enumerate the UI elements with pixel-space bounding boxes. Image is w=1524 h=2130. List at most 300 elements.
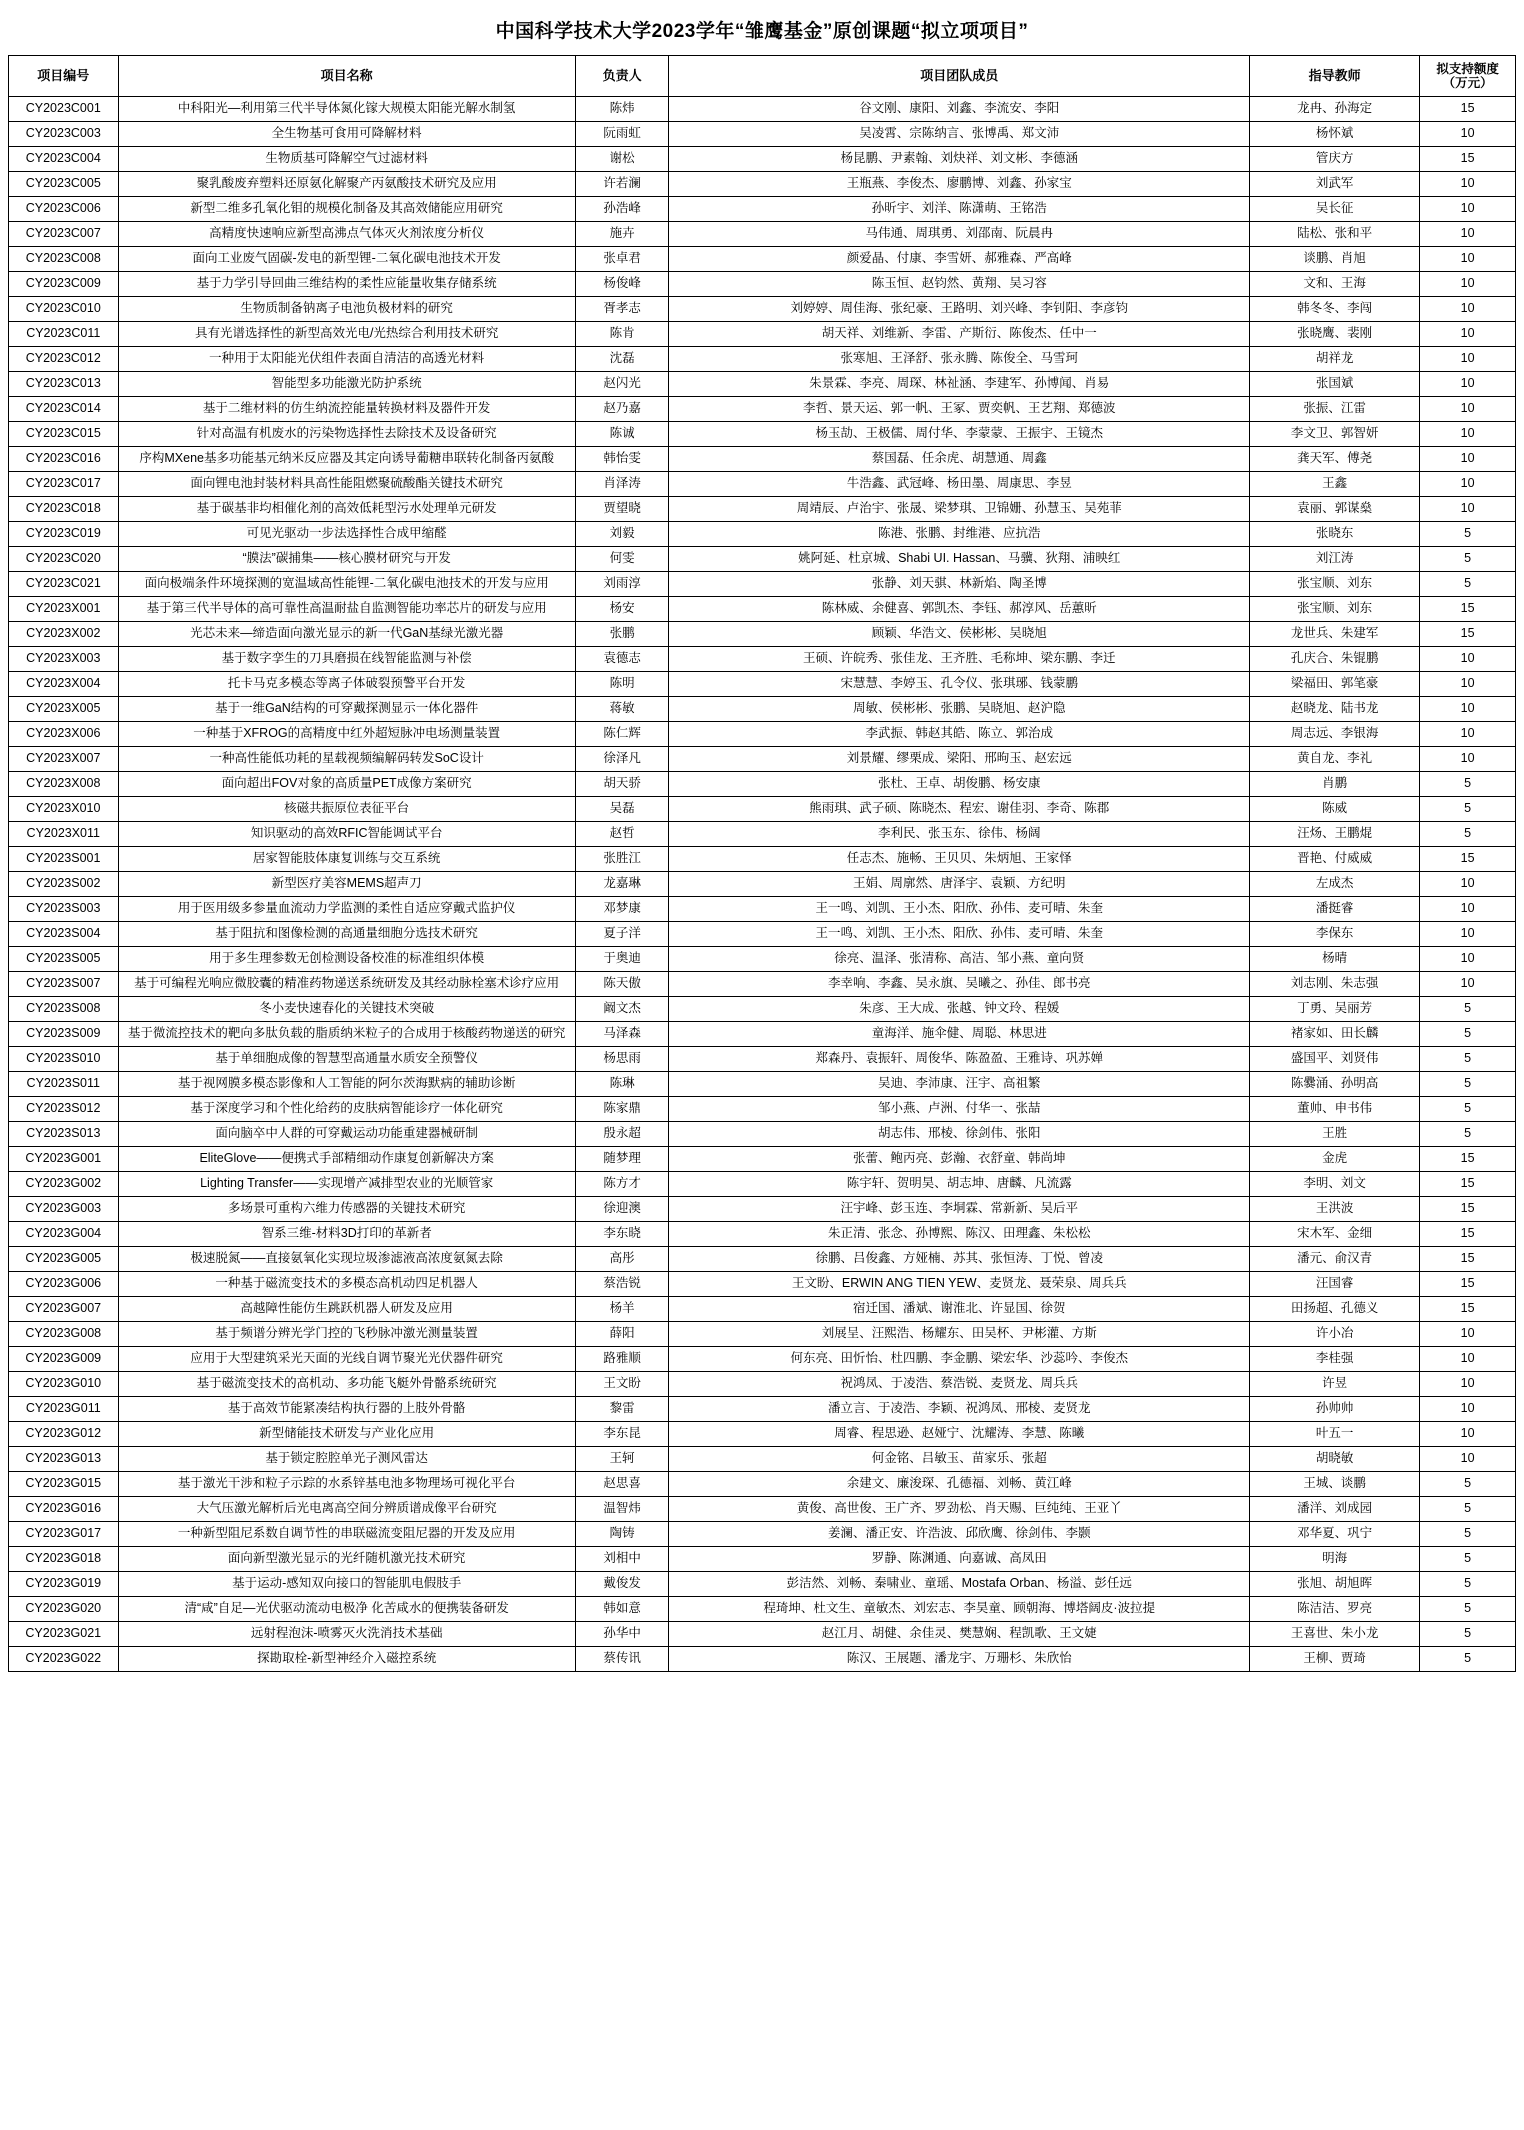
table-row <box>9 622 1516 647</box>
cell-project-leader: 赵乃嘉 <box>575 397 669 422</box>
cell-team-members: 胡志伟、邢棱、徐剑伟、张阳 <box>669 1122 1250 1147</box>
cell-project-leader: 王轲 <box>575 1447 669 1472</box>
table-row <box>9 822 1516 847</box>
cell-funding-amount: 10 <box>1420 1422 1516 1447</box>
cell-funding-amount: 10 <box>1420 897 1516 922</box>
cell-funding-amount: 15 <box>1420 1272 1516 1297</box>
page-title: 中国科学技术大学2023学年“雏鹰基金”原创课题“拟立项项目” <box>495 21 1029 42</box>
cell-advisor: 潘洋、刘成园 <box>1250 1497 1420 1522</box>
cell-project-id: CY2023S008 <box>9 997 119 1022</box>
cell-advisor: 胡晓敏 <box>1250 1447 1420 1472</box>
cell-project-leader: 肖泽涛 <box>575 472 669 497</box>
cell-funding-amount: 10 <box>1420 647 1516 672</box>
cell-advisor: 盛国平、刘贤伟 <box>1250 1047 1420 1072</box>
cell-advisor: 左成杰 <box>1250 872 1420 897</box>
cell-funding-amount: 5 <box>1420 1597 1516 1622</box>
table-row <box>9 697 1516 722</box>
table-row <box>9 1097 1516 1122</box>
cell-advisor: 张晓东 <box>1250 522 1420 547</box>
cell-funding-amount: 15 <box>1420 147 1516 172</box>
table-row <box>9 472 1516 497</box>
cell-project-name: 一种基于磁流变技术的多模态高机动四足机器人 <box>118 1272 575 1297</box>
cell-project-leader: 殷永超 <box>575 1122 669 1147</box>
table-row <box>9 922 1516 947</box>
cell-project-leader: 杨思雨 <box>575 1047 669 1072</box>
cell-project-leader: 陈家鼎 <box>575 1097 669 1122</box>
cell-project-leader: 陈琳 <box>575 1072 669 1097</box>
cell-team-members: 姚阿延、杜京城、Shabi UI. Hassan、马骥、狄翔、浦映红 <box>669 547 1250 572</box>
cell-project-leader: 陈仁辉 <box>575 722 669 747</box>
cell-project-leader: 韩怡雯 <box>575 447 669 472</box>
cell-project-leader: 邓梦康 <box>575 897 669 922</box>
cell-project-id: CY2023X003 <box>9 647 119 672</box>
cell-advisor: 许昱 <box>1250 1372 1420 1397</box>
cell-team-members: 王文盼、ERWIN ANG TIEN YEW、麦贤龙、聂荣泉、周兵兵 <box>669 1272 1250 1297</box>
cell-advisor: 李明、刘文 <box>1250 1172 1420 1197</box>
cell-project-leader: 夏子洋 <box>575 922 669 947</box>
table-row <box>9 1497 1516 1522</box>
cell-project-leader: 高彤 <box>575 1247 669 1272</box>
cell-funding-amount: 15 <box>1420 1197 1516 1222</box>
cell-project-leader: 陈明 <box>575 672 669 697</box>
table-row <box>9 1022 1516 1047</box>
cell-team-members: 陈港、张鹏、封维港、应抗浩 <box>669 522 1250 547</box>
cell-project-id: CY2023X008 <box>9 772 119 797</box>
cell-funding-amount: 5 <box>1420 522 1516 547</box>
cell-funding-amount: 10 <box>1420 297 1516 322</box>
cell-advisor: 杨晴 <box>1250 947 1420 972</box>
cell-project-id: CY2023G006 <box>9 1272 119 1297</box>
cell-advisor: 文和、王海 <box>1250 272 1420 297</box>
cell-funding-amount: 10 <box>1420 1322 1516 1347</box>
cell-project-id: CY2023C009 <box>9 272 119 297</box>
cell-project-leader: 李东昆 <box>575 1422 669 1447</box>
cell-project-leader: 赵闪光 <box>575 372 669 397</box>
cell-funding-amount: 5 <box>1420 1472 1516 1497</box>
cell-funding-amount: 5 <box>1420 772 1516 797</box>
cell-project-name: 高精度快速响应新型高沸点气体灭火剂浓度分析仪 <box>118 222 575 247</box>
cell-advisor: 龚天军、傅尧 <box>1250 447 1420 472</box>
cell-team-members: 杨昆鹏、尹素翰、刘炔祥、刘文彬、李德涵 <box>669 147 1250 172</box>
table-header <box>9 56 1516 97</box>
cell-team-members: 朱正清、张念、孙博熙、陈汉、田理鑫、朱松松 <box>669 1222 1250 1247</box>
table-row <box>9 1372 1516 1397</box>
cell-funding-amount: 10 <box>1420 197 1516 222</box>
cell-project-id: CY2023X006 <box>9 722 119 747</box>
table-row <box>9 747 1516 772</box>
cell-project-leader: 陈肯 <box>575 322 669 347</box>
cell-project-id: CY2023G008 <box>9 1322 119 1347</box>
cell-project-name: 基于一维GaN结构的可穿戴探测显示一体化器件 <box>118 697 575 722</box>
cell-project-id: CY2023S001 <box>9 847 119 872</box>
cell-project-name: 基于第三代半导体的高可靠性高温耐盐自监测智能功率芯片的研发与应用 <box>118 597 575 622</box>
cell-project-name: 可见光驱动一步法选择性合成甲缩醛 <box>118 522 575 547</box>
cell-team-members: 李幸响、李鑫、吴永旗、吴曦之、孙佳、郎书亮 <box>669 972 1250 997</box>
cell-team-members: 刘景耀、缪栗成、梁阳、邢昫玉、赵宏远 <box>669 747 1250 772</box>
table-row <box>9 97 1516 122</box>
cell-advisor: 晋艳、付威威 <box>1250 847 1420 872</box>
cell-project-id: CY2023S013 <box>9 1122 119 1147</box>
cell-team-members: 颜爱晶、付康、李雪妍、郝雅森、严高峰 <box>669 247 1250 272</box>
cell-project-name: 新型医疗美容MEMS超声刀 <box>118 872 575 897</box>
cell-team-members: 徐亮、温泽、张清称、高洁、邹小燕、童向贤 <box>669 947 1250 972</box>
cell-project-name: 基于力学引导回曲三维结构的柔性应能量收集存储系统 <box>118 272 575 297</box>
cell-project-id: CY2023C020 <box>9 547 119 572</box>
cell-project-id: CY2023X010 <box>9 797 119 822</box>
cell-project-id: CY2023S010 <box>9 1047 119 1072</box>
table-row <box>9 122 1516 147</box>
cell-project-name: 托卡马克多模态等离子体破裂预警平台开发 <box>118 672 575 697</box>
cell-project-leader: 阮雨虹 <box>575 122 669 147</box>
cell-funding-amount: 10 <box>1420 247 1516 272</box>
cell-project-id: CY2023S004 <box>9 922 119 947</box>
cell-funding-amount: 5 <box>1420 1022 1516 1047</box>
cell-project-leader: 龙嘉琳 <box>575 872 669 897</box>
column-header-name: 项目名称 <box>118 56 575 97</box>
cell-project-leader: 马泽森 <box>575 1022 669 1047</box>
cell-project-leader: 刘相中 <box>575 1547 669 1572</box>
cell-project-id: CY2023G009 <box>9 1347 119 1372</box>
cell-advisor: 张晓鹰、裴刚 <box>1250 322 1420 347</box>
table-row <box>9 522 1516 547</box>
table-row <box>9 497 1516 522</box>
cell-project-name: 面向锂电池封装材料具高性能阻燃聚硫酸酯关键技术研究 <box>118 472 575 497</box>
table-row <box>9 372 1516 397</box>
cell-team-members: 徐鹏、吕俊鑫、方娅楠、苏其、张恒涛、丁悦、曾凌 <box>669 1247 1250 1272</box>
cell-advisor: 袁丽、郭谋燊 <box>1250 497 1420 522</box>
cell-project-id: CY2023G011 <box>9 1397 119 1422</box>
cell-team-members: 何东亮、田忻怡、杜四鹏、李金鹏、梁宏华、沙蕊吟、李俊杰 <box>669 1347 1250 1372</box>
cell-project-leader: 施卉 <box>575 222 669 247</box>
cell-project-id: CY2023C013 <box>9 372 119 397</box>
cell-team-members: 孙昕宇、刘洋、陈潇萌、王铭浩 <box>669 197 1250 222</box>
table-row <box>9 297 1516 322</box>
cell-project-leader: 蔡传讯 <box>575 1647 669 1672</box>
cell-advisor: 陈爨涌、孙明高 <box>1250 1072 1420 1097</box>
cell-project-id: CY2023G005 <box>9 1247 119 1272</box>
cell-team-members: 李武振、韩赵其皓、陈立、郭治成 <box>669 722 1250 747</box>
cell-funding-amount: 15 <box>1420 622 1516 647</box>
cell-project-name: 核磁共振原位表征平台 <box>118 797 575 822</box>
cell-team-members: 程琦坤、杜文生、童敏杰、刘宏志、李昊童、顾朝海、博塔阔皮·波拉提 <box>669 1597 1250 1622</box>
cell-team-members: 顾颖、华浩文、侯彬彬、吴晓旭 <box>669 622 1250 647</box>
column-header-members: 项目团队成员 <box>669 56 1250 97</box>
cell-project-id: CY2023X001 <box>9 597 119 622</box>
cell-team-members: 任志杰、施畅、王贝贝、朱炳旭、王家怿 <box>669 847 1250 872</box>
cell-advisor: 孙帅帅 <box>1250 1397 1420 1422</box>
cell-advisor: 董帅、申书伟 <box>1250 1097 1420 1122</box>
cell-project-id: CY2023G003 <box>9 1197 119 1222</box>
cell-project-id: CY2023G018 <box>9 1547 119 1572</box>
cell-funding-amount: 5 <box>1420 1522 1516 1547</box>
cell-funding-amount: 5 <box>1420 797 1516 822</box>
table-row <box>9 597 1516 622</box>
cell-team-members: 周靖辰、卢治宇、张晟、梁梦琪、卫锦姗、孙慧玉、吴苑菲 <box>669 497 1250 522</box>
cell-team-members: 杨玉劼、王极儒、周付华、李蒙蒙、王振宇、王镜杰 <box>669 422 1250 447</box>
table-row <box>9 997 1516 1022</box>
table-row <box>9 1172 1516 1197</box>
table-row <box>9 1322 1516 1347</box>
cell-project-id: CY2023G010 <box>9 1372 119 1397</box>
table-row <box>9 572 1516 597</box>
cell-project-leader: 陈诚 <box>575 422 669 447</box>
cell-project-id: CY2023X007 <box>9 747 119 772</box>
projects-table <box>8 55 1516 1672</box>
cell-project-id: CY2023C014 <box>9 397 119 422</box>
cell-project-id: CY2023S011 <box>9 1072 119 1097</box>
cell-advisor: 李文卫、郭智妍 <box>1250 422 1420 447</box>
cell-project-name: 用于多生理参数无创检测设备校准的标准组织体模 <box>118 947 575 972</box>
cell-project-leader: 贾望晓 <box>575 497 669 522</box>
table-row <box>9 1122 1516 1147</box>
cell-project-leader: 阚文杰 <box>575 997 669 1022</box>
cell-project-id: CY2023C007 <box>9 222 119 247</box>
cell-project-name: 中科阳光—利用第三代半导体氮化镓大规模太阳能光解水制氢 <box>118 97 575 122</box>
cell-project-leader: 张鹏 <box>575 622 669 647</box>
cell-project-leader: 袁德志 <box>575 647 669 672</box>
cell-funding-amount: 5 <box>1420 822 1516 847</box>
table-row <box>9 797 1516 822</box>
cell-team-members: 蔡国磊、任余虎、胡慧通、周鑫 <box>669 447 1250 472</box>
cell-funding-amount: 10 <box>1420 322 1516 347</box>
cell-funding-amount: 5 <box>1420 1072 1516 1097</box>
column-header-teacher: 指导教师 <box>1250 56 1420 97</box>
cell-funding-amount: 10 <box>1420 872 1516 897</box>
table-row <box>9 1272 1516 1297</box>
column-header-leader: 负责人 <box>575 56 669 97</box>
cell-project-leader: 蔡浩锐 <box>575 1272 669 1297</box>
cell-team-members: 牛浩鑫、武冠峰、杨田墨、周康思、李昱 <box>669 472 1250 497</box>
cell-project-id: CY2023G021 <box>9 1622 119 1647</box>
cell-project-name: 聚乳酸废弃塑料还原氨化解聚产丙氨酸技术研究及应用 <box>118 172 575 197</box>
table-row <box>9 772 1516 797</box>
cell-team-members: 周敏、侯彬彬、张鹏、吴晓旭、赵沪隐 <box>669 697 1250 722</box>
cell-project-leader: 孙浩峰 <box>575 197 669 222</box>
cell-project-name: 基于运动-感知双向接口的智能肌电假肢手 <box>118 1572 575 1597</box>
cell-funding-amount: 10 <box>1420 372 1516 397</box>
cell-funding-amount: 10 <box>1420 672 1516 697</box>
cell-funding-amount: 10 <box>1420 722 1516 747</box>
cell-project-leader: 陈天傲 <box>575 972 669 997</box>
table-row <box>9 1447 1516 1472</box>
cell-advisor: 王胜 <box>1250 1122 1420 1147</box>
cell-funding-amount: 10 <box>1420 972 1516 997</box>
cell-project-id: CY2023C016 <box>9 447 119 472</box>
cell-funding-amount: 10 <box>1420 447 1516 472</box>
cell-project-name: 大气压激光解析后光电离高空间分辨质谱成像平台研究 <box>118 1497 575 1522</box>
cell-team-members: 张静、刘天骐、林新焰、陶圣博 <box>669 572 1250 597</box>
cell-project-leader: 谢松 <box>575 147 669 172</box>
cell-project-name: 一种基于XFROG的高精度中红外超短脉冲电场测量装置 <box>118 722 575 747</box>
cell-team-members: 何金铭、吕敏玉、苗家乐、张超 <box>669 1447 1250 1472</box>
cell-advisor: 邓华夏、巩宁 <box>1250 1522 1420 1547</box>
cell-project-id: CY2023G002 <box>9 1172 119 1197</box>
cell-project-leader: 蒋敏 <box>575 697 669 722</box>
cell-team-members: 郑森丹、袁振轩、周俊华、陈盈盈、王雅诗、巩苏婵 <box>669 1047 1250 1072</box>
cell-project-id: CY2023S007 <box>9 972 119 997</box>
cell-advisor: 龙世兵、朱建军 <box>1250 622 1420 647</box>
cell-project-name: 基于磁流变技术的高机动、多功能飞艇外骨骼系统研究 <box>118 1372 575 1397</box>
table-row <box>9 197 1516 222</box>
cell-funding-amount: 5 <box>1420 1097 1516 1122</box>
cell-team-members: 张寒旭、王泽舒、张永腾、陈俊全、马雪珂 <box>669 347 1250 372</box>
cell-advisor: 李保东 <box>1250 922 1420 947</box>
cell-funding-amount: 15 <box>1420 597 1516 622</box>
table-header-row <box>9 56 1516 97</box>
cell-team-members: 罗静、陈渊通、向嘉诚、高凤田 <box>669 1547 1250 1572</box>
cell-team-members: 王娟、周廓然、唐泽宇、袁颖、方纪明 <box>669 872 1250 897</box>
cell-project-name: 冬小麦快速春化的关键技术突破 <box>118 997 575 1022</box>
cell-team-members: 陈玉恒、赵钧然、黄翔、吴习容 <box>669 272 1250 297</box>
cell-advisor: 管庆方 <box>1250 147 1420 172</box>
cell-project-name: 生物质基可降解空气过滤材料 <box>118 147 575 172</box>
cell-advisor: 杨怀斌 <box>1250 122 1420 147</box>
cell-project-id: CY2023G020 <box>9 1597 119 1622</box>
cell-team-members: 刘婷婷、周佳海、张纪豪、王路明、刘兴峰、李钊阳、李彦钧 <box>669 297 1250 322</box>
cell-project-name: 居家智能肢体康复训练与交互系统 <box>118 847 575 872</box>
table-row <box>9 422 1516 447</box>
table-row <box>9 1622 1516 1647</box>
cell-project-name: Lighting Transfer——实现增产减排型农业的光顺管家 <box>118 1172 575 1197</box>
table-row <box>9 1572 1516 1597</box>
cell-project-name: 新型储能技术研发与产业化应用 <box>118 1422 575 1447</box>
cell-funding-amount: 10 <box>1420 947 1516 972</box>
table-row <box>9 1347 1516 1372</box>
cell-project-id: CY2023C006 <box>9 197 119 222</box>
cell-advisor: 陆松、张和平 <box>1250 222 1420 247</box>
cell-project-leader: 沈磊 <box>575 347 669 372</box>
cell-team-members: 姜澜、潘正安、许浩波、邱欣鹰、徐剑伟、李颢 <box>669 1522 1250 1547</box>
cell-project-leader: 徐泽凡 <box>575 747 669 772</box>
cell-advisor: 王喜世、朱小龙 <box>1250 1622 1420 1647</box>
cell-project-leader: 赵哲 <box>575 822 669 847</box>
table-row <box>9 397 1516 422</box>
cell-advisor: 赵晓龙、陆书龙 <box>1250 697 1420 722</box>
cell-advisor: 张宝顺、刘东 <box>1250 572 1420 597</box>
table-row <box>9 847 1516 872</box>
table-row <box>9 972 1516 997</box>
cell-team-members: 王一鸣、刘凯、王小杰、阳欣、孙伟、麦可晴、朱奎 <box>669 922 1250 947</box>
cell-funding-amount: 10 <box>1420 422 1516 447</box>
cell-project-id: CY2023X011 <box>9 822 119 847</box>
cell-advisor: 汪国睿 <box>1250 1272 1420 1297</box>
cell-team-members: 胡天祥、刘维新、李雷、产斯衍、陈俊杰、任中一 <box>669 322 1250 347</box>
cell-funding-amount: 10 <box>1420 122 1516 147</box>
cell-advisor: 明海 <box>1250 1547 1420 1572</box>
cell-team-members: 黄俊、高世俊、王广齐、罗劲松、肖天赐、巨纯纯、王亚丫 <box>669 1497 1250 1522</box>
cell-advisor: 张宝顺、刘东 <box>1250 597 1420 622</box>
cell-funding-amount: 5 <box>1420 1497 1516 1522</box>
cell-project-id: CY2023G012 <box>9 1422 119 1447</box>
cell-funding-amount: 10 <box>1420 497 1516 522</box>
cell-funding-amount: 15 <box>1420 1172 1516 1197</box>
cell-team-members: 吴凌霄、宗陈纳言、张博禹、郑文沛 <box>669 122 1250 147</box>
table-row <box>9 222 1516 247</box>
cell-project-leader: 杨安 <box>575 597 669 622</box>
cell-project-leader: 张胜江 <box>575 847 669 872</box>
cell-project-id: CY2023G016 <box>9 1497 119 1522</box>
cell-project-name: EliteGlove——便携式手部精细动作康复创新解决方案 <box>118 1147 575 1172</box>
cell-project-name: 一种用于太阳能光伏组件表面自清洁的高透光材料 <box>118 347 575 372</box>
cell-funding-amount: 15 <box>1420 1247 1516 1272</box>
cell-project-id: CY2023G013 <box>9 1447 119 1472</box>
cell-project-name: 智系三维-材料3D打印的革新者 <box>118 1222 575 1247</box>
cell-project-name: 序构MXene基多功能基元纳米反应器及其定向诱导葡糖串联转化制备丙氨酸 <box>118 447 575 472</box>
cell-advisor: 李桂强 <box>1250 1347 1420 1372</box>
cell-team-members: 张蕾、鲍丙亮、彭瀚、衣舒童、韩尚坤 <box>669 1147 1250 1172</box>
cell-advisor: 王洪波 <box>1250 1197 1420 1222</box>
cell-project-name: 具有光谱选择性的新型高效光电/光热综合利用技术研究 <box>118 322 575 347</box>
cell-project-leader: 王文盼 <box>575 1372 669 1397</box>
cell-project-name: 一种新型阻尼系数自调节性的串联磁流变阻尼器的开发及应用 <box>118 1522 575 1547</box>
cell-project-id: CY2023C021 <box>9 572 119 597</box>
cell-project-name: 面向脑卒中人群的可穿戴运动功能重建器械研制 <box>118 1122 575 1147</box>
cell-project-leader: 陈炜 <box>575 97 669 122</box>
cell-advisor: 汪炀、王鹏焜 <box>1250 822 1420 847</box>
table-row <box>9 272 1516 297</box>
cell-team-members: 陈林威、余健喜、郭凯杰、李钰、郝淳风、岳蕙昕 <box>669 597 1250 622</box>
cell-team-members: 刘展呈、汪熙浩、杨耀东、田吴杯、尹彬灌、方斯 <box>669 1322 1250 1347</box>
cell-team-members: 彭洁然、刘畅、秦啸业、童瑶、Mostafa Orban、杨溢、彭任远 <box>669 1572 1250 1597</box>
cell-project-name: “膜法”碳捕集——核心膜材研究与开发 <box>118 547 575 572</box>
cell-advisor: 潘元、俞汉青 <box>1250 1247 1420 1272</box>
cell-project-leader: 随梦理 <box>575 1147 669 1172</box>
cell-project-name: 面向极端条件环境探测的宽温域高性能锂-二氧化碳电池技术的开发与应用 <box>118 572 575 597</box>
cell-team-members: 李哲、景天运、郭一帆、王冢、贾奕帆、王艺翔、郑德波 <box>669 397 1250 422</box>
column-header-amount <box>1420 56 1516 97</box>
cell-advisor: 王柳、贾琦 <box>1250 1647 1420 1672</box>
table-row <box>9 1047 1516 1072</box>
cell-advisor: 谈鹏、肖旭 <box>1250 247 1420 272</box>
cell-project-id: CY2023C004 <box>9 147 119 172</box>
cell-project-leader: 刘雨淳 <box>575 572 669 597</box>
table-row <box>9 172 1516 197</box>
cell-project-leader: 薛阳 <box>575 1322 669 1347</box>
cell-advisor: 张旭、胡旭晖 <box>1250 1572 1420 1597</box>
cell-advisor: 王城、谈鹏 <box>1250 1472 1420 1497</box>
cell-project-name: 基于深度学习和个性化给药的皮肤病智能诊疗一体化研究 <box>118 1097 575 1122</box>
cell-project-name: 清“咸”自足—光伏驱动流动电极净 化苦咸水的便携装备研发 <box>118 1597 575 1622</box>
cell-project-name: 基于激光干涉和粒子示踪的水系锌基电池多物理场可视化平台 <box>118 1472 575 1497</box>
cell-team-members: 吴迪、李沛康、汪宇、高祖繁 <box>669 1072 1250 1097</box>
cell-project-leader: 徐迎澳 <box>575 1197 669 1222</box>
table-row <box>9 247 1516 272</box>
cell-advisor: 刘志刚、朱志强 <box>1250 972 1420 997</box>
cell-project-leader: 杨俊峰 <box>575 272 669 297</box>
cell-funding-amount: 15 <box>1420 1297 1516 1322</box>
table-row <box>9 647 1516 672</box>
cell-project-leader: 韩如意 <box>575 1597 669 1622</box>
cell-project-name: 一种高性能低功耗的星载视频编解码转发SoC设计 <box>118 747 575 772</box>
cell-project-leader: 何雯 <box>575 547 669 572</box>
cell-project-name: 基于可编程光响应微胶囊的精准药物递送系统研发及其经动脉栓塞术诊疗应用 <box>118 972 575 997</box>
cell-project-name: 应用于大型建筑采光天面的光线自调节聚光光伏器件研究 <box>118 1347 575 1372</box>
cell-funding-amount: 5 <box>1420 1622 1516 1647</box>
cell-advisor: 吴长征 <box>1250 197 1420 222</box>
cell-project-id: CY2023C005 <box>9 172 119 197</box>
cell-advisor: 张国斌 <box>1250 372 1420 397</box>
cell-project-name: 高越障性能仿生跳跃机器人研发及应用 <box>118 1297 575 1322</box>
table-row <box>9 947 1516 972</box>
cell-project-name: 知识驱动的高效RFIC智能调试平台 <box>118 822 575 847</box>
table-row <box>9 147 1516 172</box>
cell-team-members: 陈汉、王展题、潘龙宇、万珊杉、朱欣怡 <box>669 1647 1250 1672</box>
table-row <box>9 672 1516 697</box>
cell-funding-amount: 5 <box>1420 1547 1516 1572</box>
table-row <box>9 1247 1516 1272</box>
cell-advisor: 田扬超、孔德义 <box>1250 1297 1420 1322</box>
cell-funding-amount: 5 <box>1420 1047 1516 1072</box>
